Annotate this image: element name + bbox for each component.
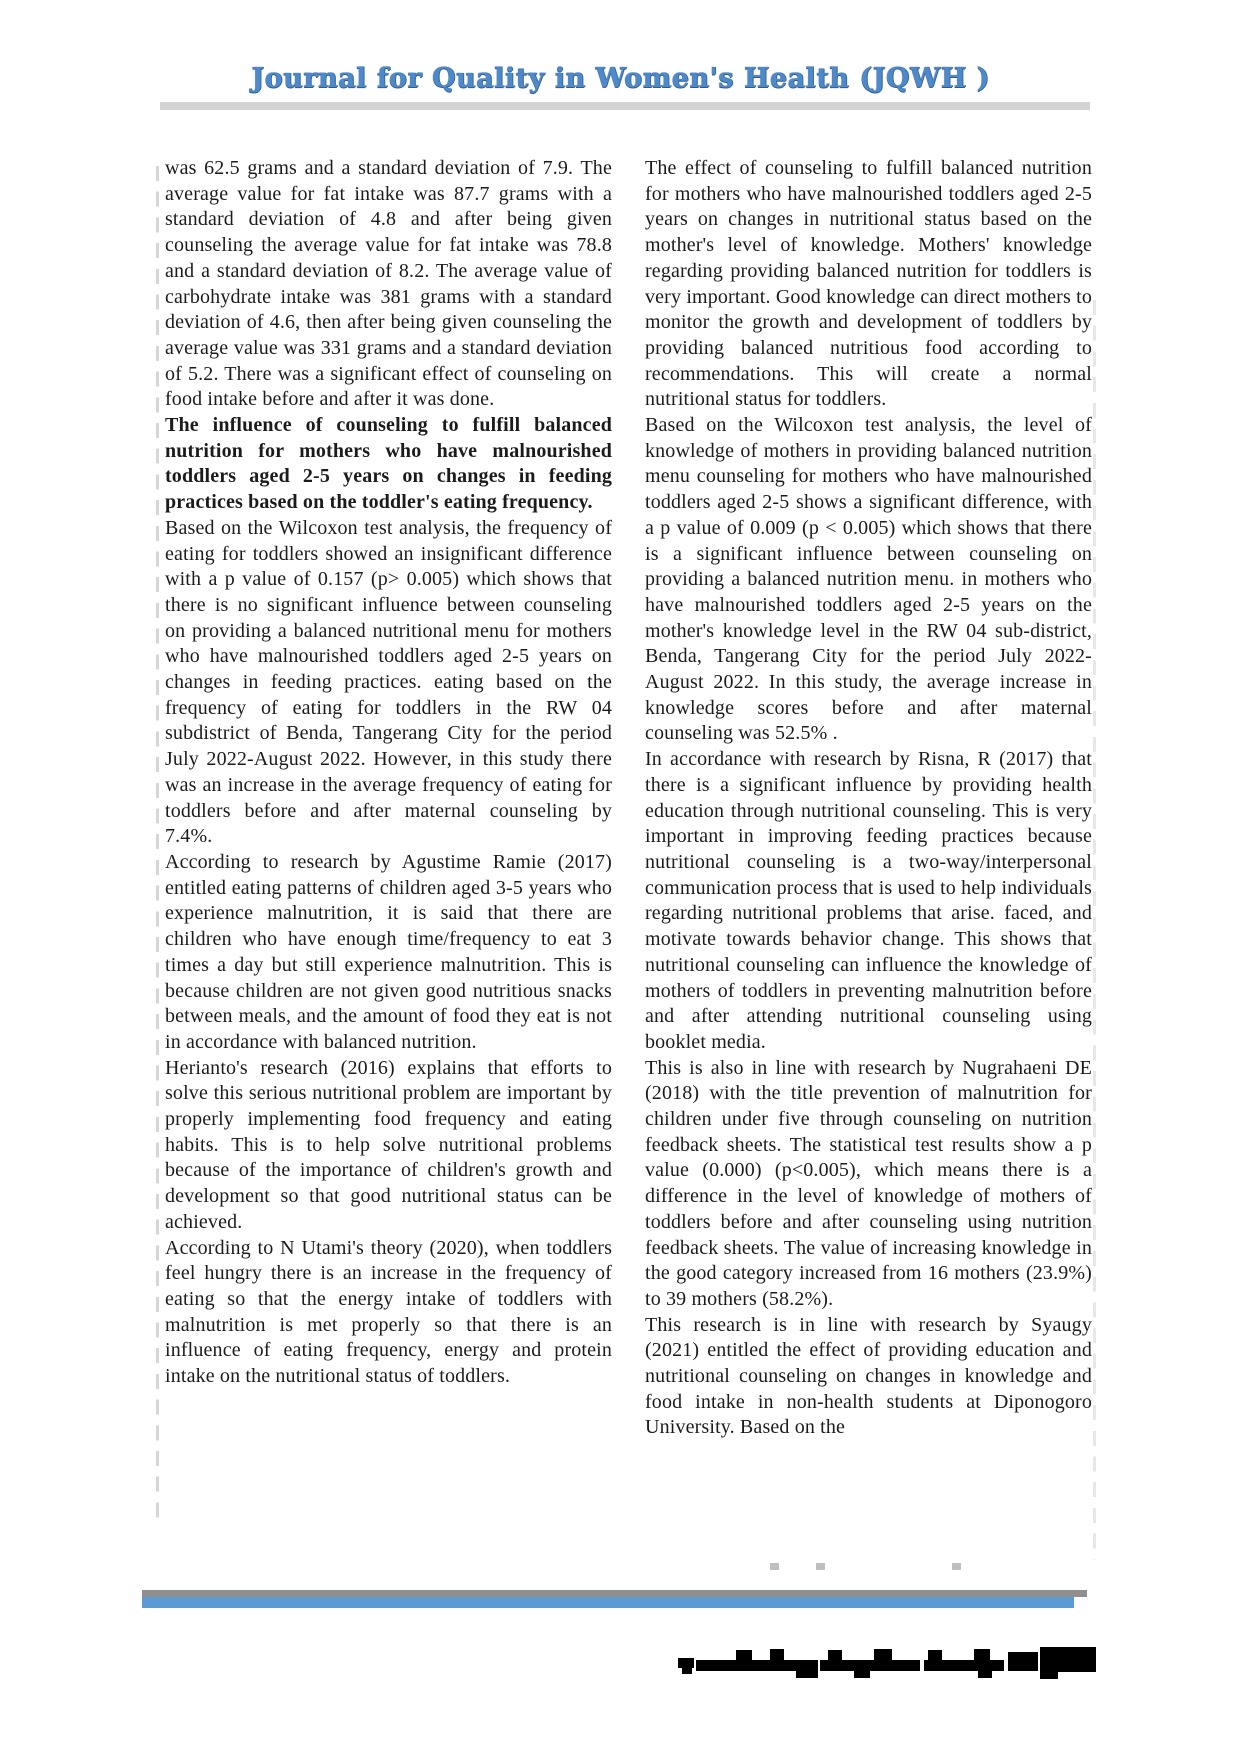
paragraph: This is also in line with research by Nugrahaeni DE (2018) with the title prevention of malnutrition for children under five through counseling on nutrition feedback sheets. The statistical test results show a p value (0.000) (p<0.005), which means there is a difference in the level of knowledge of mothers of toddlers before and after counseling using nutrition feedback sheets. The value of increasing knowledge in the good category increased from 16 mothers (23.9%) to 39 mothers (58.2%). bbox=[645, 1056, 1092, 1310]
header-rule bbox=[160, 102, 1090, 110]
paragraph: This research is in line with research by Syaugy (2021) entitled the effect of providing education and nutritional counseling on changes in knowledge and food intake in non-health students at Diponogoro University. Based on the bbox=[645, 1313, 1092, 1439]
scan-artifact-dot bbox=[770, 1563, 779, 1570]
paragraph: The effect of counseling to fulfill balanced nutrition for mothers who have malnourished toddlers aged 2-5 years on changes in nutritional status based on the mother's level of knowledge. Mothers' knowledge regarding providing balanced nutrition for toddlers is very important. Good knowledge can direct mothers to monitor the growth and development of toddlers by providing balanced nutritious food according to recommendations. This will create a normal nutritional status for toddlers. bbox=[645, 157, 1092, 411]
paragraph: In accordance with research by Risna, R (2017) that there is a significant influence by providing health education through nutritional counseling. This is very important in improving feeding practices because nutritional counseling is a two-way/interpersonal communication process that is used to help individuals regarding nutritional problems that arise. faced, and motivate towards behavior change. This shows that nutritional counseling can influence the knowledge of mothers of toddlers in preventing malnutrition before and after attending nutritional counseling using booklet media. bbox=[645, 748, 1092, 1053]
paragraph: According to research by Agustime Ramie (2017) entitled eating patterns of children aged 3-5 years who experience malnutrition, it is said that there are children who have enough time/frequency to eat 3 times a day but still experience malnutrition. This is because children are not given good nutritious snacks between meals, and the amount of food they eat is not in accordance with balanced nutrition. bbox=[165, 850, 612, 1053]
footer-rule-gray bbox=[142, 1590, 1087, 1597]
section-heading: The influence of counseling to fulfill balanced nutrition for mothers who have malnourished toddlers aged 2-5 years on changes in feeding practices based on the toddler's eating frequency. bbox=[165, 414, 612, 514]
right-column bbox=[645, 156, 1092, 1441]
paragraph: Herianto's research (2016) explains that efforts to solve this serious nutritional problem are important by properly implementing food frequency and eating habits. This is to help solve nutritional problems because of the importance of children's growth and development so that good nutritional status can be achieved. bbox=[165, 1056, 612, 1233]
footer-rule-blue bbox=[142, 1597, 1074, 1608]
scan-artifact-right-edge bbox=[1093, 300, 1096, 1560]
scan-artifact-dot bbox=[952, 1563, 961, 1570]
journal-header-title: Journal for Quality in Women's Health (JQWH ) bbox=[251, 63, 990, 94]
scan-artifact-dot bbox=[816, 1563, 825, 1570]
paragraph: According to N Utami's theory (2020), when toddlers feel hungry there is an increase in the frequency of eating so that the energy intake of toddlers with malnutrition is met properly so that there is an influence of eating frequency, energy and protein intake on the nutritional status of toddlers. bbox=[165, 1236, 612, 1388]
scan-artifact-left-edge bbox=[156, 166, 159, 1526]
footer-redacted-text bbox=[678, 1644, 1096, 1680]
paragraph: was 62.5 grams and a standard deviation of 7.9. The average value for fat intake was 87.7 grams with a standard deviation of 4.8 and after being given counseling the average value for fat intake was 78.8 and a standard deviation of 8.2. The average value of carbohydrate intake was 381 grams with a standard deviation of 4.6, then after being given counseling the average value was 331 grams and a standard deviation of 5.2. There was a significant effect of counseling on food intake before and after it was done. bbox=[165, 157, 612, 411]
paragraph: Based on the Wilcoxon test analysis, the level of knowledge of mothers in providing balanced nutrition menu counseling for mothers who have malnourished toddlers aged 2-5 shows a significant difference, with a p value of 0.009 (p < 0.005) which shows that there is a significant influence between counseling on providing a balanced nutrition menu. in mothers who have malnourished toddlers aged 2-5 years on the mother's knowledge level in the RW 04 sub-district, Benda, Tangerang City for the period July 2022-August 2022. In this study, the average increase in knowledge scores before and after maternal counseling was 52.5% . bbox=[645, 414, 1092, 745]
paragraph: Based on the Wilcoxon test analysis, the frequency of eating for toddlers showed an insignificant difference with a p value of 0.157 (p> 0.005) which shows that there is no significant influence between counseling on providing a balanced nutritional menu for mothers who have malnourished toddlers aged 2-5 years on changes in feeding practices. eating based on the frequency of eating for toddlers in the RW 04 subdistrict of Benda, Tangerang City for the period July 2022-August 2022. However, in this study there was an increase in the average frequency of eating for toddlers before and after maternal counseling by 7.4%. bbox=[165, 516, 612, 848]
left-column bbox=[165, 156, 612, 1390]
